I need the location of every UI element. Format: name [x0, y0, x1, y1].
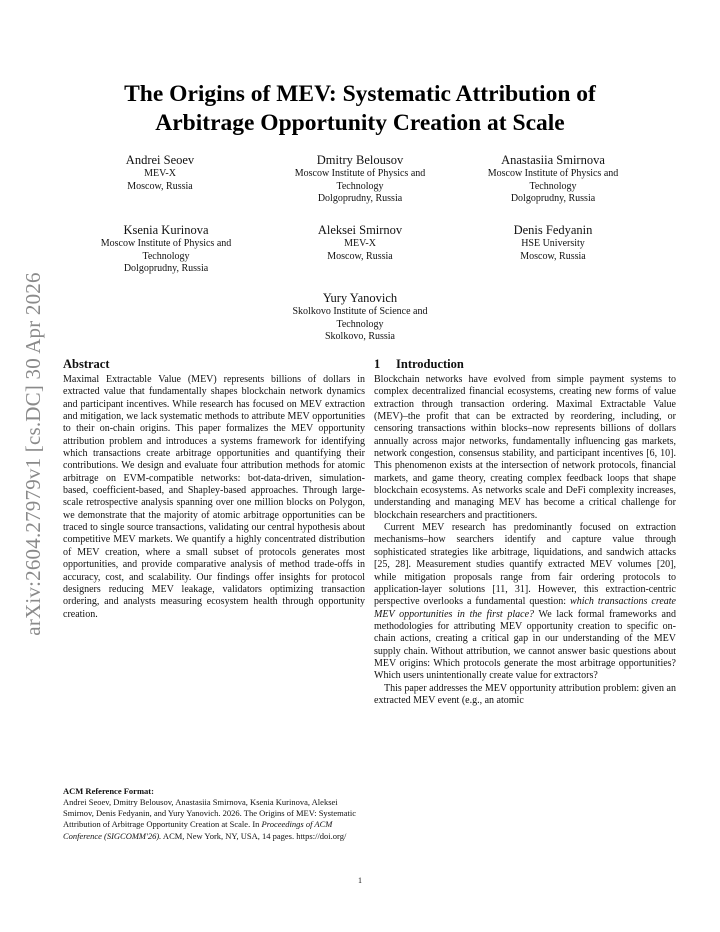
author-name: Ksenia Kurinova — [123, 223, 209, 237]
intro-paragraph: Blockchain networks have evolved from simple payment systems to complex decentralized financial ecosystems, creating new forms of value extraction through transaction ordering. Maximal Extractable Value (MEV)–the profit that can be extracted by reordering, including, or censoring transactions within blocks–now represents billions of dollars annually across major networks, fundamentally influencing gas markets, network congestion, consensus stability, and participant incentives [6, 10]. This phenomenon exists at the intersection of network protocols, financial markets, and game theory, creating complex feedback loops that shape blockchain ecosystems. As networks scale and DeFi complexity increases, understanding and managing MEV has become a critical challenge for blockchain researchers and practitioners. — [374, 374, 676, 521]
author-name: Dmitry Belousov — [316, 153, 404, 167]
acm-reference-venue: Proceedings of ACM Conference (SIGCOMM'26). — [63, 819, 333, 841]
intro-paragraph: This paper addresses the MEV opportunity attribution problem: given an extracted MEV event (e.g., an atomic — [374, 682, 676, 706]
author-name: Anastasiia Smirnova — [501, 153, 605, 167]
paper-title: The Origins of MEV: Systematic Attribution of Arbitrage Opportunity Creation at Scale — [124, 81, 596, 136]
author-affiliation: Technology — [529, 180, 577, 192]
author-location: Dolgoprudny, Russia — [510, 193, 596, 204]
author-affiliation: MEV-X — [144, 168, 176, 179]
arxiv-identifier: arXiv:2604.27979v1 [cs.DC] 30 Apr 2026 — [21, 272, 45, 636]
author-block — [453, 222, 653, 263]
introduction-section — [374, 357, 676, 707]
acm-reference-citation: Andrei Seoev, Dmitry Belousov, Anastasiia Smirnova, Ksenia Kurinova, Aleksei Smirnov, Denis Fedyanin, and Yury Yanovich. 2026. The Origins of MEV: Systematic Attribution of Arbitrage Opportunity Creation at Scale. In — [63, 797, 356, 830]
author-location: Moscow, Russia — [127, 180, 193, 192]
author-block — [66, 222, 266, 276]
author-affiliation: Moscow Institute of Physics and — [100, 238, 232, 249]
intro-emphasis: which transactions create MEV opportunities in the first place? — [374, 596, 676, 620]
introduction-heading — [374, 357, 676, 372]
section-number: 1 — [374, 357, 381, 371]
intro-paragraph — [374, 522, 676, 682]
author-affiliation: HSE University — [521, 238, 585, 249]
intro-text: Current MEV research has predominantly focused on extraction mechanisms–how searchers identify and capture value through sophisticated strategies like arbitrage, liquidations, and sandwich attacks [25, 28]. Measurement studies quantify extracted MEV volumes [20], while mitigation proposals range from fair ordering protocols to application-layer solutions [11, 31]. However, this extraction-centric perspective overlooks a fundamental question: — [374, 522, 676, 608]
author-location: Skolkovo, Russia — [324, 331, 395, 342]
page-number: 1 — [358, 876, 362, 885]
author-location: Dolgoprudny, Russia — [317, 193, 403, 204]
author-name: Andrei Seoev — [125, 153, 195, 167]
arxiv-stamp — [18, 258, 48, 650]
author-location: Moscow, Russia — [520, 250, 586, 262]
author-name: Yury Yanovich — [322, 291, 398, 305]
abstract-heading: Abstract — [63, 357, 110, 371]
intro-text: We lack formal frameworks and methodologies for attributing MEV opportunity creation to specific on-chain actions, creating a critical gap in our understanding of the MEV supply chain. Without attribution, we cannot answer basic questions about MEV origins: Which protocols generate the most arbitrage opportunities? Which users unintentionally create value for extractors? — [374, 608, 676, 682]
acm-reference-heading: ACM Reference Format: — [63, 786, 154, 796]
author-block — [260, 152, 460, 206]
acm-reference-publisher: ACM, New York, NY, USA, 14 pages. https://doi.org/ — [161, 830, 347, 841]
author-affiliation: Moscow Institute of Physics and — [487, 168, 619, 179]
author-block — [260, 222, 460, 263]
author-affiliation: Technology — [142, 250, 190, 262]
author-affiliation: Skolkovo Institute of Science and — [292, 306, 428, 317]
author-location: Dolgoprudny, Russia — [123, 263, 209, 274]
section-title: Introduction — [396, 357, 464, 371]
acm-reference-text — [63, 797, 365, 842]
author-block — [60, 152, 260, 193]
author-location: Moscow, Russia — [327, 250, 393, 262]
author-affiliation: Technology — [336, 180, 384, 192]
author-affiliation: Moscow Institute of Physics and — [294, 168, 426, 179]
author-block — [260, 290, 460, 344]
author-name: Aleksei Smirnov — [317, 223, 403, 237]
author-name: Denis Fedyanin — [513, 223, 593, 237]
author-affiliation: MEV-X — [344, 238, 376, 249]
acm-reference — [63, 786, 365, 842]
abstract-section — [63, 357, 365, 621]
abstract-text: Maximal Extractable Value (MEV) represents billions of dollars in extracted value that fundamentally shapes blockchain network dynamics and participant incentives. While research has focused on MEV extraction and mitigation, we lack systematic methods to attribute MEV opportunities to their on-chain origins. This paper formalizes the MEV opportunity attribution problem and introduces a systems framework for identifying which transactions create arbitrage opportunities and quantifying their contributions. We design and evaluate four attribution methods for atomic arbitrage on EVM-compatible networks: bot-data-driven, simulation-based, coefficient-based, and Shapley-based approaches. Through large-scale retrospective analysis spanning over one million blocks on Polygon, we demonstrate that the majority of atomic arbitrage opportunities can be traced to single source transactions, validating our central hypothesis about competitive MEV markets. We quantify a highly concentrated distribution of MEV creation, where a small subset of protocols generates most opportunities, and provide comparative analysis of method trade-offs in accuracy, cost, and scalability. Our findings offer insights for protocol designers reducing MEV leakage, validators optimizing transaction ordering, and analysts measuring ecosystem health through opportunity creation. — [63, 374, 365, 620]
author-block — [453, 152, 653, 206]
author-affiliation: Technology — [336, 318, 384, 330]
